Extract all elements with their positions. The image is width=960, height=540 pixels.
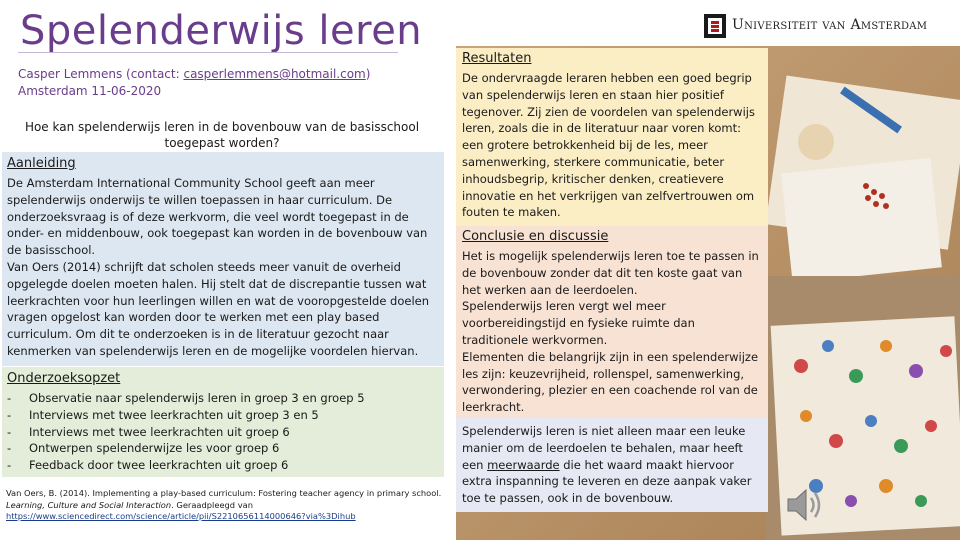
title-divider [18,52,398,53]
conclusie-paragraph-1: Het is mogelijk spelenderwijs leren toe te passen in de bovenbouw zonder dat dit ten koste gaat van het werken aan de leerdoelen. [462,249,759,297]
author-suffix: ) [365,67,371,81]
list-item-text: Interviews met twee leerkrachten uit groep 6 [29,424,290,439]
resultaten-section [456,48,768,226]
uva-logo-icon [704,14,726,38]
place-date: Amsterdam 11-06-2020 [18,84,162,98]
slot-text-underlined: meerwaarde [487,457,560,472]
reference-after: . Geraadpleegd van [171,499,253,510]
list-item: - Observatie naar spelenderwijs leren in groep 3 en groep 5 [7,391,365,405]
list-item-text: Feedback door twee leerkrachten uit groep 6 [29,458,289,473]
list-item: - Interviews met twee leerkrachten uit groep 3 en 5 [7,407,319,422]
aanleiding-section [2,152,444,366]
reference-link[interactable]: https://www.sciencedirect.com/science/article/pii/S2210656114000646?via%3Dihub [6,511,356,521]
slot-text-after: die het waard maakt hiervoor extra inspanning te leveren en deze aanpak vaker toe te passen, ook in de bovenbouw. [462,457,752,506]
conclusie-heading: Conclusie en discussie [462,229,609,244]
aanleiding-paragraph-2: Van Oers (2014) schrijft dat scholen steeds meer vanuit de overheid opgelegde doelen moeten halen. Hij stelt dat de discrepantie tussen wat leerkrachten voor hun leerlingen willen en wat de vooropgestelde doelen vragen opgelost kan worden door te werken met een play based curriculum. Om dit te onderzoeken is in de literatuur gezocht naar kenmerken van spelenderwijs leren en de mogelijke voordelen hiervan. [7,259,430,358]
conclusie-paragraph-2: Spelenderwijs leren vergt wel meer voorbereidingstijd en fysieke ruimte dan traditionele werkvormen. [462,299,695,347]
onderzoeksopzet-heading: Onderzoeksopzet [7,371,121,386]
aanleiding-heading: Aanleiding [7,156,76,171]
research-question: Hoe kan spelenderwijs leren in de bovenbouw van de basisschool toegepast worden? [24,120,420,150]
speaker-icon[interactable] [782,482,828,528]
author-block [18,66,370,100]
slot-section [456,418,768,512]
reference-journal: Learning, Culture and Social Interaction [6,499,172,510]
conclusie-section [456,226,768,418]
resultaten-text: De ondervraagde leraren hebben een goed begrip van spelenderwijs leren en staan hier positief tegenover. Zij zien de voordelen van spelenderwijs leren, zoals die in de literatuur naar voren komt: een grotere betrokkenheid bij de les, meer samenwerking, sterkere communicatie, beter inhoudsbegrip, kritischer denken, creatievere innovatie en het verkrijgen van zelfvertrouwen om fouten te maken. [462,71,755,220]
author-name: Casper Lemmens (contact: [18,67,184,81]
conclusie-paragraph-3: Elementen die belangrijk zijn in een spelenderwijze les zijn: keuzevrijheid, rollenspel, samenwerking, verwondering, plezier en een coachende rol van de leerkracht. [462,349,759,415]
list-item: - Ontwerpen spelenderwijze les voor groep 6 [7,441,280,456]
resultaten-heading: Resultaten [462,51,532,66]
aanleiding-paragraph-1: De Amsterdam International Community School geeft aan meer spelenderwijs onderwijs te willen toepassen in haar curriculum. De onderzoeksvraag is of deze werkvorm, die veel wordt toegepast in de onder- en middenbouw, ook toegepast kan worden in de bovenbouw van de basisschool. [7,176,428,258]
slot-text [462,423,762,507]
slot-text-before: Spelenderwijs leren is niet alleen maar een leuke manier om de leerdoelen te behalen, maar heeft een [462,424,746,472]
list-item-text: Ontwerpen spelenderwijze les voor groep 6 [29,441,280,456]
list-item: - Feedback door twee leerkrachten uit groep 6 [7,458,289,473]
onderzoeksopzet-list [7,390,439,474]
list-item-text: Observatie naar spelenderwijs leren in groep 3 en groep 5 [29,391,365,405]
contact-email-link[interactable]: casperlemmens@hotmail.com [183,67,366,81]
onderzoeksopzet-section [2,367,444,477]
list-item-text: Interviews met twee leerkrachten uit groep 3 en 5 [29,407,319,422]
list-item: - Interviews met twee leerkrachten uit groep 6 [7,424,290,439]
reference-text: Van Oers, B. (2014). Implementing a play-based curriculum: Fostering teacher agency in primary school. [6,488,442,498]
page-title: Spelenderwijs leren [20,8,423,54]
reference [6,488,442,523]
uva-logo-text: Universiteit van Amsterdam [732,17,928,33]
